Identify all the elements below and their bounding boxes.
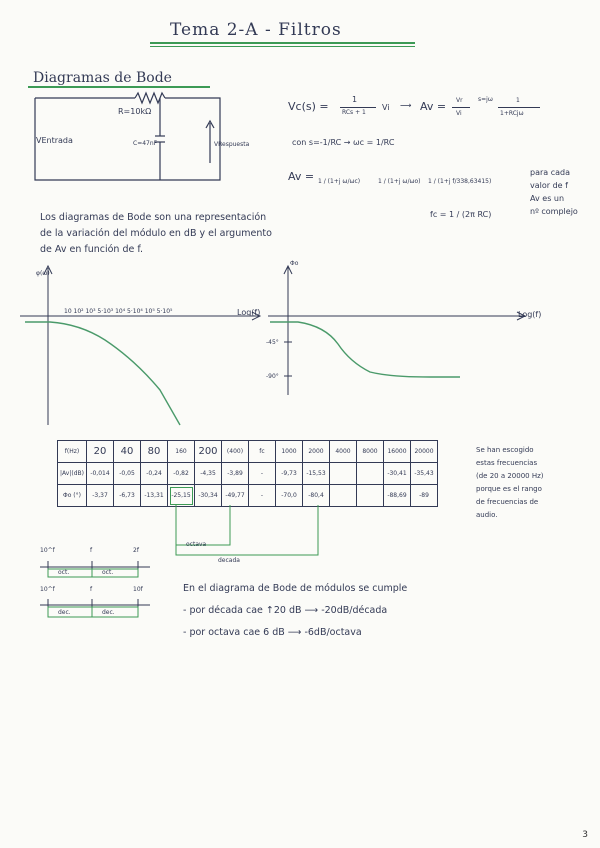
eq1-lhs: Vc(s) =: [288, 100, 329, 113]
octave-decade-scales: [40, 555, 160, 635]
right-graph-xlabel: Log(f): [518, 310, 542, 319]
table-cell: 4000: [330, 441, 357, 463]
eq3-a: 1 / (1+j ω/ωc): [318, 178, 361, 185]
bracket-decada: decada: [218, 557, 240, 564]
eq3-note-1: para cada: [530, 168, 570, 177]
table-cell: [330, 463, 357, 485]
conclusion-line-2: - por década cae ↑20 dB ⟶ -20dB/década: [183, 605, 388, 616]
eq2: con s=-1/RC → ωc = 1/RC: [292, 138, 395, 147]
scale2-seg2: dec.: [102, 609, 115, 616]
left-graph-ticks: 10 10² 10³ 5·10³ 10⁴ 5·10⁴ 10⁵ 5·10⁵: [64, 308, 173, 315]
eq1-arrow: ⟶: [400, 101, 412, 110]
table-cell: [357, 485, 384, 507]
table-cell: -: [249, 463, 276, 485]
table-cell: -35,43: [411, 463, 438, 485]
scale2-left: 10^f: [40, 586, 55, 593]
table-note-line: porque es el rango: [476, 485, 542, 493]
table-cell: -49,77: [222, 485, 249, 507]
eq1-res-den: 1+RCjω: [500, 110, 524, 117]
conclusion-line-1: En el diagrama de Bode de módulos se cumple: [183, 583, 408, 594]
eq3-note-3: Av es un: [530, 194, 565, 203]
bode-graphs: [20, 260, 590, 435]
scale2-mid: f: [90, 586, 93, 593]
table-cell: -70,0: [276, 485, 303, 507]
table-cell: -3,37: [87, 485, 114, 507]
left-graph-ylabel: φ(ω): [36, 270, 50, 277]
title-underline: [150, 42, 415, 44]
eq1-bar3: [498, 107, 540, 108]
table-cell: [357, 463, 384, 485]
section-title: Diagramas de Bode: [33, 70, 172, 86]
bracket-octava: octava: [186, 541, 207, 548]
scale1-left: 10^f: [40, 547, 55, 554]
eq4: fc = 1 / (2π RC): [430, 210, 492, 219]
table-cell: (400): [222, 441, 249, 463]
eq3-c: 1 / (1+j f/338,63415): [428, 178, 492, 185]
intro-paragraph: [40, 210, 380, 258]
table-cell: 40: [114, 441, 141, 463]
scale2-right: 10f: [133, 586, 143, 593]
table-cell: -: [249, 485, 276, 507]
table-cell: -0,05: [114, 463, 141, 485]
table-cell: -89: [411, 485, 438, 507]
eq1-res-num: 1: [516, 97, 520, 104]
table-row: [58, 463, 438, 485]
table-cell: |Av|(dB): [58, 463, 87, 485]
eq1-num: 1: [352, 95, 358, 104]
table-cell: 1000: [276, 441, 303, 463]
table-cell: -6,73: [114, 485, 141, 507]
table-cell: 80: [141, 441, 168, 463]
table-cell: f(Hz): [58, 441, 87, 463]
table-note: [476, 444, 544, 522]
eq1-fraction-bar: [340, 107, 376, 108]
table-cell: -30,41: [384, 463, 411, 485]
phase-curve: [270, 322, 460, 377]
page-number: 3: [582, 830, 588, 840]
table-cell: -4,35: [195, 463, 222, 485]
right-graph-tick-90: -90°: [266, 373, 279, 380]
eq1-vi: Vi: [382, 103, 390, 112]
table-cell: Φo (°): [58, 485, 87, 507]
page-title: Tema 2-A - Filtros: [170, 20, 342, 40]
right-graph-tick-45: -45°: [266, 339, 279, 346]
scale1-seg2: oct.: [102, 569, 114, 576]
table-cell: -13,31: [141, 485, 168, 507]
eq1-den: RCs + 1: [342, 109, 366, 116]
scale2-seg1: dec.: [58, 609, 71, 616]
table-cell: 2000: [303, 441, 330, 463]
table-cell: -25,15: [168, 485, 195, 507]
table-cell: -0,24: [141, 463, 168, 485]
vin-label: VEntrada: [36, 136, 73, 145]
right-graph-ylabel: Φo: [290, 260, 299, 267]
paragraph-line-3: de Av en función de f.: [40, 244, 144, 255]
table-note-line: (de 20 a 20000 Hz): [476, 472, 544, 480]
table-cell: -0,82: [168, 463, 195, 485]
eq1-vr: Vr: [456, 97, 463, 104]
table-cell: -15,53: [303, 463, 330, 485]
table-cell: -3,89: [222, 463, 249, 485]
scale1-seg1: oct.: [58, 569, 70, 576]
table-cell: -80,4: [303, 485, 330, 507]
capacitor-label: C=47nF: [133, 140, 158, 147]
eq1-bar2: [452, 107, 470, 108]
table-cell: 160: [168, 441, 195, 463]
scale1-mid: f: [90, 547, 93, 554]
eq3-lhs: Av =: [288, 170, 315, 183]
table-cell: 16000: [384, 441, 411, 463]
title-underline-2: [150, 46, 415, 47]
table-cell: [330, 485, 357, 507]
conclusion: [183, 578, 407, 644]
table-cell: 200: [195, 441, 222, 463]
table-brackets: [170, 505, 330, 565]
scale1-right: 2f: [133, 547, 139, 554]
table-row: [58, 441, 438, 463]
vout-label: VRespuesta: [214, 141, 250, 148]
table-cell: 20: [87, 441, 114, 463]
eq1-vi2: Vi: [456, 110, 462, 117]
bode-values-table: [57, 440, 438, 507]
conclusion-line-3: - por octava cae 6 dB ⟶ -6dB/octava: [183, 627, 362, 638]
resistor-label: R=10kΩ: [118, 107, 152, 116]
table-note-line: de frecuencias de: [476, 498, 539, 506]
eq3-note-2: valor de f: [530, 181, 568, 190]
eq1-sjw: s=jω: [478, 96, 493, 103]
table-cell: 20000: [411, 441, 438, 463]
table-cell: -0,014: [87, 463, 114, 485]
paragraph-line-2: de la variación del módulo en dB y el argumento: [40, 228, 272, 239]
paragraph-line-1: Los diagramas de Bode son una representación: [40, 212, 267, 223]
left-graph-xlabel: Log(f): [237, 308, 261, 317]
eq1-av: Av =: [420, 100, 447, 113]
table-note-line: estas frecuencias: [476, 459, 538, 467]
table-cell: 8000: [357, 441, 384, 463]
table-cell: -9,73: [276, 463, 303, 485]
table-cell: -88,69: [384, 485, 411, 507]
table-row: [58, 485, 438, 507]
table-cell: fc: [249, 441, 276, 463]
table-note-line: audio.: [476, 511, 498, 519]
table-note-line: Se han escogido: [476, 446, 534, 454]
eq3-note-4: nº complejo: [530, 207, 578, 216]
eq3-b: 1 / (1+j ω/ωo): [378, 178, 421, 185]
table-cell: -30,34: [195, 485, 222, 507]
